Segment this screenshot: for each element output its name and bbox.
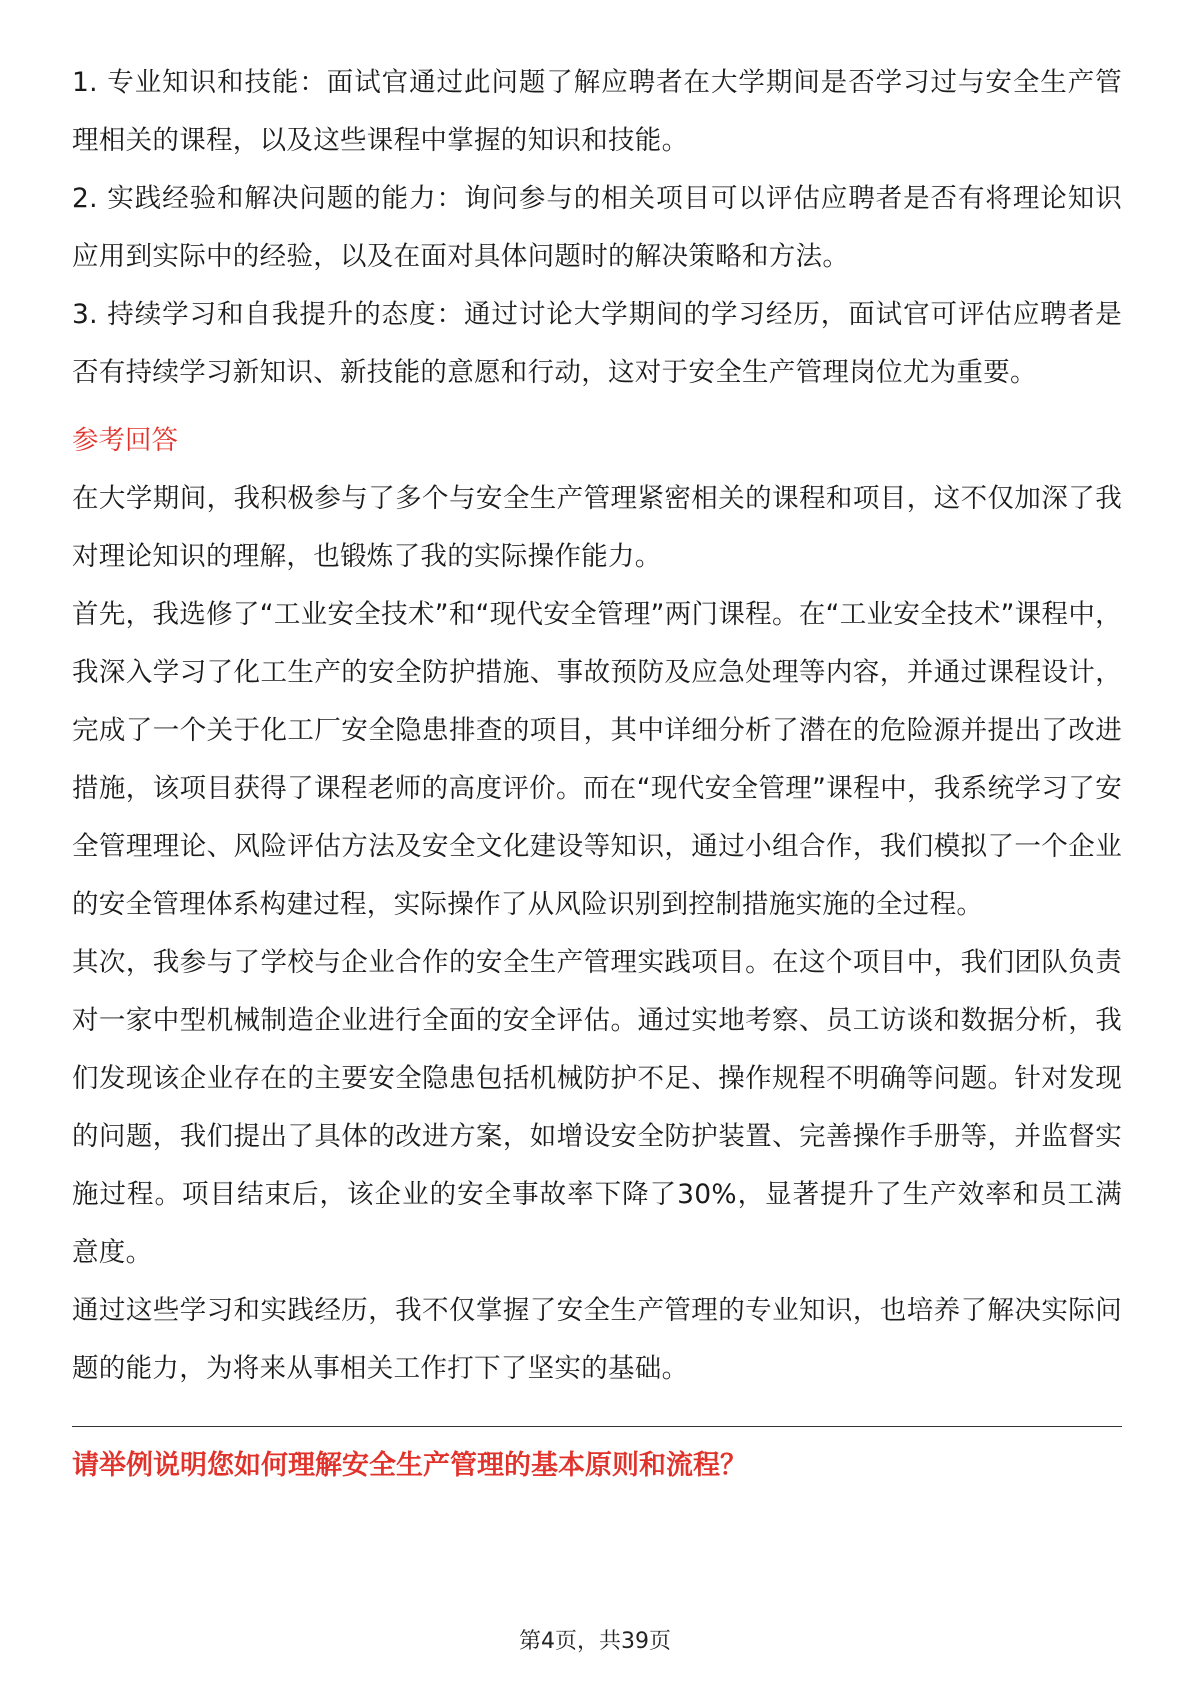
point-2: 2. 实践经验和解决问题的能力：询问参与的相关项目可以评估应聘者是否有将理论知识应用到实际中的经验，以及在面对具体问题时的解决策略和方法。 bbox=[72, 183, 1122, 272]
answer-label: 参考回答 bbox=[72, 425, 178, 456]
answer-paragraph-4: 通过这些学习和实践经历，我不仅掌握了安全生产管理的专业知识，也培养了解决实际问题的能力，为将来从事相关工作打下了坚实的基础。 bbox=[72, 1295, 1122, 1384]
point-3: 3. 持续学习和自我提升的态度：通过讨论大学期间的学习经历，面试官可评估应聘者是否有持续学习新知识、新技能的意愿和行动，这对于安全生产管理岗位尤为重要。 bbox=[72, 299, 1122, 388]
point-1: 1. 专业知识和技能：面试官通过此问题了解应聘者在大学期间是否学习过与安全生产管理相关的课程，以及这些课程中掌握的知识和技能。 bbox=[72, 67, 1122, 156]
answer-paragraph-3: 其次，我参与了学校与企业合作的安全生产管理实践项目。在这个项目中，我们团队负责对一家中型机械制造企业进行全面的安全评估。通过实地考察、员工访谈和数据分析，我们发现该企业存在的主要安全隐患包括机械防护不足、操作规程不明确等问题。针对发现的问题，我们提出了具体的改进方案，如增设安全防护装置、完善操作手册等，并监督实施过程。项目结束后，该企业的安全事故率下降了30%，显著提升了生产效率和员工满意度。 bbox=[72, 947, 1122, 1268]
section-divider bbox=[72, 1426, 1122, 1427]
document-body bbox=[72, 54, 1122, 1495]
answer-paragraph-2: 首先，我选修了“工业安全技术”和“现代安全管理”两门课程。在“工业安全技术”课程中，我深入学习了化工生产的安全防护措施、事故预防及应急处理等内容，并通过课程设计，完成了一个关于化工厂安全隐患排查的项目，其中详细分析了潜在的危险源并提出了改进措施，该项目获得了课程老师的高度评价。而在“现代安全管理”课程中，我系统学习了安全管理理论、风险评估方法及安全文化建设等知识，通过小组合作，我们模拟了一个企业的安全管理体系构建过程，实际操作了从风险识别到控制措施实施的全过程。 bbox=[72, 599, 1122, 920]
page-number: 第4页，共39页 bbox=[519, 1629, 671, 1654]
answer-paragraph-1: 在大学期间，我积极参与了多个与安全生产管理紧密相关的课程和项目，这不仅加深了我对理论知识的理解，也锻炼了我的实际操作能力。 bbox=[72, 483, 1122, 572]
next-question-heading: 请举例说明您如何理解安全生产管理的基本原则和流程？ bbox=[72, 1450, 747, 1481]
